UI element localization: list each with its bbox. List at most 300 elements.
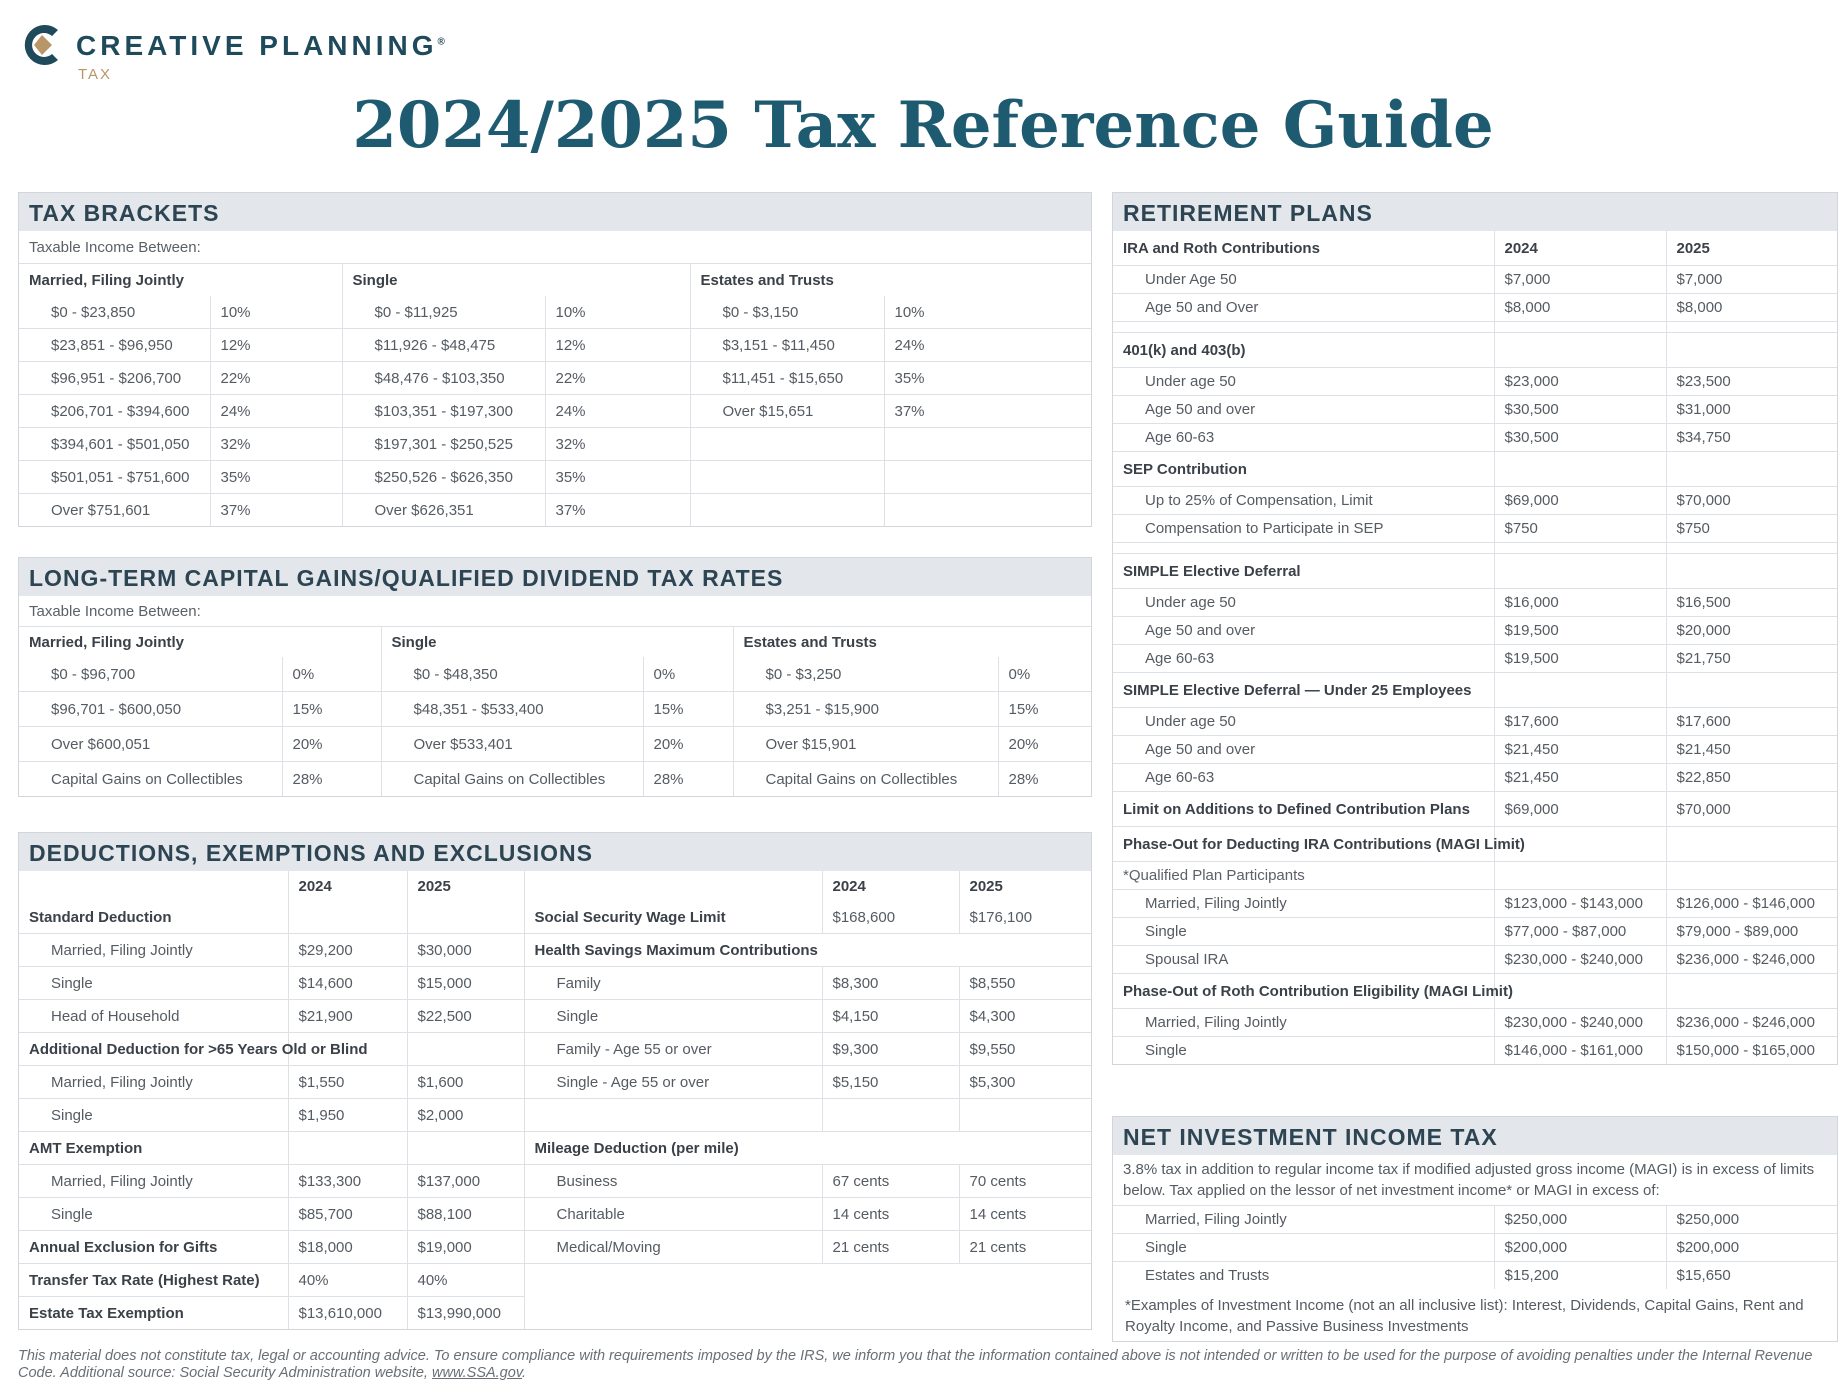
empty-cell bbox=[524, 1297, 1091, 1330]
table-row bbox=[1113, 231, 1837, 266]
table-row bbox=[19, 296, 1091, 329]
table-row bbox=[1113, 708, 1837, 736]
plan-label: SIMPLE Elective Deferral — Under 25 Employees bbox=[1113, 673, 1494, 708]
tax-rate: 10% bbox=[884, 296, 1091, 329]
plan-value bbox=[1666, 673, 1837, 708]
brand-name: CREATIVE PLANNING® bbox=[76, 30, 449, 61]
deduction-value: $85,700 bbox=[288, 1198, 407, 1231]
income-range: $103,351 - $197,300 bbox=[342, 395, 545, 428]
income-range: $0 - $48,350 bbox=[381, 657, 643, 692]
income-range bbox=[690, 494, 884, 527]
plan-value: $8,000 bbox=[1494, 294, 1666, 322]
income-range: $501,051 - $751,600 bbox=[19, 461, 210, 494]
year-header: 2025 bbox=[969, 877, 1003, 895]
deduction-label: Charitable bbox=[524, 1198, 822, 1231]
income-range: $48,476 - $103,350 bbox=[342, 362, 545, 395]
plan-value: $70,000 bbox=[1666, 487, 1837, 515]
spacer-cell bbox=[1666, 543, 1837, 554]
tax-rate bbox=[884, 461, 1091, 494]
plan-label: Single bbox=[1113, 918, 1494, 946]
ssa-link[interactable]: www.SSA.gov bbox=[432, 1365, 522, 1381]
disclaimer: This material does not constitute tax, legal or accounting advice. To ensure compliance with requirements imposed by the IRS, we inform you that the information contained above is not intended or written to be used for the purpose of avoiding penalties under the Internal Revenue Code. Additional source: Social Security Administration website, www.SSA.gov. bbox=[18, 1348, 1813, 1381]
deduction-value bbox=[407, 1132, 524, 1165]
deduction-label: Married, Filing Jointly bbox=[19, 934, 288, 967]
table-row bbox=[19, 934, 1091, 967]
tax-rate: 32% bbox=[545, 428, 690, 461]
deduction-label: Single bbox=[524, 1000, 822, 1033]
table-row bbox=[1113, 1206, 1837, 1234]
deduction-value: $13,990,000 bbox=[407, 1297, 524, 1330]
tax-rate: 22% bbox=[545, 362, 690, 395]
deduction-value bbox=[288, 901, 407, 934]
plan-label: Age 60-63 bbox=[1113, 645, 1494, 673]
taxable-income-label: Taxable Income Between: bbox=[19, 231, 1091, 264]
tax-rate: 10% bbox=[545, 296, 690, 329]
plan-label: Age 60-63 bbox=[1113, 764, 1494, 792]
tax-rate: 35% bbox=[210, 461, 342, 494]
table-row bbox=[1113, 1234, 1837, 1262]
plan-value: $23,500 bbox=[1666, 368, 1837, 396]
deduction-label: Transfer Tax Rate (Highest Rate) bbox=[19, 1264, 288, 1297]
plan-value: $236,000 - $246,000 bbox=[1666, 1009, 1837, 1037]
table-row bbox=[1113, 890, 1837, 918]
plan-value bbox=[1666, 554, 1837, 589]
table-row bbox=[1113, 1262, 1837, 1290]
deduction-label: Additional Deduction for >65 Years Old or Blind bbox=[19, 1033, 288, 1066]
table-row bbox=[1113, 322, 1837, 333]
plan-value bbox=[1494, 974, 1666, 1009]
table-row bbox=[1113, 554, 1837, 589]
table-row bbox=[1113, 792, 1837, 827]
deductions-section bbox=[18, 832, 1092, 1330]
table-row bbox=[1113, 543, 1837, 554]
plan-label: Phase-Out of Roth Contribution Eligibility (MAGI Limit) bbox=[1113, 974, 1494, 1009]
table-row bbox=[19, 494, 1091, 527]
plan-label: Spousal IRA bbox=[1113, 946, 1494, 974]
plan-value: $7,000 bbox=[1494, 266, 1666, 294]
table-row bbox=[19, 1297, 1091, 1330]
table-row bbox=[1113, 487, 1837, 515]
plan-label: *Qualified Plan Participants bbox=[1113, 862, 1494, 890]
tax-rate: 22% bbox=[210, 362, 342, 395]
tax-rate bbox=[884, 494, 1091, 527]
plan-value: $236,000 - $246,000 bbox=[1666, 946, 1837, 974]
table-row bbox=[1113, 617, 1837, 645]
tax-rate: 20% bbox=[643, 727, 733, 762]
deduction-label: Health Savings Maximum Contributions bbox=[524, 934, 1091, 967]
capital-gains-section bbox=[18, 557, 1092, 797]
table-row bbox=[19, 428, 1091, 461]
income-range: $197,301 - $250,525 bbox=[342, 428, 545, 461]
tax-rate: 12% bbox=[545, 329, 690, 362]
deduction-value: $8,300 bbox=[822, 967, 959, 1000]
deduction-label: Family - Age 55 or over bbox=[524, 1033, 822, 1066]
retirement-plans-section bbox=[1112, 192, 1838, 1065]
deduction-value: $176,100 bbox=[959, 901, 1091, 934]
income-range bbox=[690, 461, 884, 494]
plan-label: SEP Contribution bbox=[1113, 452, 1494, 487]
table-row bbox=[1113, 736, 1837, 764]
income-range: $206,701 - $394,600 bbox=[19, 395, 210, 428]
tax-brackets-table bbox=[19, 231, 1091, 526]
income-range: $11,926 - $48,475 bbox=[342, 329, 545, 362]
income-range: Over $600,051 bbox=[19, 727, 282, 762]
table-row bbox=[19, 1000, 1091, 1033]
niit-heading: NET INVESTMENT INCOME TAX bbox=[1113, 1117, 1837, 1155]
plan-value bbox=[1666, 452, 1837, 487]
capital-gains-heading: LONG-TERM CAPITAL GAINS/QUALIFIED DIVIDEND TAX RATES bbox=[19, 558, 1091, 596]
plan-value: $123,000 - $143,000 bbox=[1494, 890, 1666, 918]
page-title: 2024/2025 Tax Reference Guide bbox=[352, 88, 1494, 163]
capital-gains-table bbox=[19, 596, 1091, 796]
income-range bbox=[690, 428, 884, 461]
plan-value: 2025 bbox=[1666, 231, 1837, 266]
plan-value: $150,000 - $165,000 bbox=[1676, 1042, 1815, 1059]
tax-rate: 28% bbox=[643, 762, 733, 797]
column-header: Single bbox=[342, 264, 690, 297]
table-row bbox=[1113, 946, 1837, 974]
plan-value: $23,000 bbox=[1494, 368, 1666, 396]
column-header: Estates and Trusts bbox=[743, 633, 877, 651]
deduction-label: Mileage Deduction (per mile) bbox=[524, 1132, 1091, 1165]
tax-rate: 20% bbox=[998, 727, 1091, 762]
filer-label: Estates and Trusts bbox=[1113, 1262, 1494, 1290]
plan-label: Up to 25% of Compensation, Limit bbox=[1113, 487, 1494, 515]
plan-label: Age 60-63 bbox=[1113, 424, 1494, 452]
year-header: 2025 bbox=[407, 871, 524, 901]
deduction-label: Married, Filing Jointly bbox=[19, 1066, 288, 1099]
deduction-value: $29,200 bbox=[288, 934, 407, 967]
year-header: 2024 bbox=[822, 871, 959, 901]
table-row bbox=[19, 901, 1091, 934]
threshold-value: $15,650 bbox=[1676, 1267, 1731, 1284]
table-row bbox=[1113, 1037, 1837, 1065]
tax-rate: 37% bbox=[884, 395, 1091, 428]
table-row bbox=[19, 727, 1091, 762]
deduction-label: Annual Exclusion for Gifts bbox=[19, 1231, 288, 1264]
plan-label: Under age 50 bbox=[1113, 708, 1494, 736]
deduction-value: $14,600 bbox=[288, 967, 407, 1000]
deduction-value: $1,550 bbox=[288, 1066, 407, 1099]
deduction-value: $18,000 bbox=[288, 1231, 407, 1264]
deduction-value: $1,950 bbox=[288, 1099, 407, 1132]
column-header: Estates and Trusts bbox=[700, 271, 834, 289]
income-range: $48,351 - $533,400 bbox=[381, 692, 643, 727]
threshold-value: $15,200 bbox=[1494, 1262, 1666, 1290]
table-row bbox=[19, 1033, 1091, 1066]
deduction-value: 67 cents bbox=[822, 1165, 959, 1198]
plan-label: SIMPLE Elective Deferral bbox=[1113, 554, 1494, 589]
tax-rate: 0% bbox=[282, 657, 381, 692]
income-range: $96,701 - $600,050 bbox=[19, 692, 282, 727]
deduction-value: $168,600 bbox=[822, 901, 959, 934]
table-row bbox=[1113, 862, 1837, 890]
tax-rate: 15% bbox=[643, 692, 733, 727]
deductions-heading: DEDUCTIONS, EXEMPTIONS AND EXCLUSIONS bbox=[19, 833, 1091, 871]
table-row bbox=[1113, 589, 1837, 617]
empty-cell bbox=[524, 1264, 1091, 1297]
table-row bbox=[19, 1132, 1091, 1165]
filer-label: Married, Filing Jointly bbox=[1113, 1206, 1494, 1234]
deduction-value: 40% bbox=[288, 1264, 407, 1297]
plan-value: $16,000 bbox=[1494, 589, 1666, 617]
plan-value: $16,500 bbox=[1666, 589, 1837, 617]
table-row bbox=[1113, 333, 1837, 368]
plan-value bbox=[1494, 673, 1666, 708]
plan-value bbox=[1494, 452, 1666, 487]
plan-value: $79,000 - $89,000 bbox=[1666, 918, 1837, 946]
income-range: $96,951 - $206,700 bbox=[19, 362, 210, 395]
spacer-cell bbox=[1494, 322, 1666, 333]
deduction-value: $137,000 bbox=[407, 1165, 524, 1198]
deduction-value: $30,000 bbox=[407, 934, 524, 967]
plan-label: Married, Filing Jointly bbox=[1113, 890, 1494, 918]
income-range: $11,451 - $15,650 bbox=[690, 362, 884, 395]
plan-label: Limit on Additions to Defined Contribution Plans bbox=[1113, 792, 1494, 827]
income-range: Over $533,401 bbox=[381, 727, 643, 762]
table-row bbox=[19, 1198, 1091, 1231]
deduction-value bbox=[407, 901, 524, 934]
income-range: Over $15,651 bbox=[690, 395, 884, 428]
threshold-value: $250,000 bbox=[1666, 1206, 1837, 1234]
income-range: Capital Gains on Collectibles bbox=[381, 762, 643, 797]
filer-label: Single bbox=[1113, 1234, 1494, 1262]
deduction-label: Standard Deduction bbox=[19, 901, 288, 934]
table-row bbox=[19, 1165, 1091, 1198]
deduction-value: $9,550 bbox=[959, 1033, 1091, 1066]
plan-value bbox=[1494, 333, 1666, 368]
brand-logo bbox=[20, 20, 460, 86]
income-range: Capital Gains on Collectibles bbox=[19, 762, 282, 797]
plan-value: $30,500 bbox=[1494, 424, 1666, 452]
income-range: $23,851 - $96,950 bbox=[19, 329, 210, 362]
plan-value: $77,000 - $87,000 bbox=[1494, 918, 1666, 946]
deduction-value: $1,600 bbox=[407, 1066, 524, 1099]
deduction-label: Estate Tax Exemption bbox=[19, 1297, 288, 1330]
deduction-value: 14 cents bbox=[959, 1198, 1091, 1231]
deduction-value: 21 cents bbox=[822, 1231, 959, 1264]
table-row bbox=[1113, 974, 1837, 1009]
income-range: $0 - $96,700 bbox=[19, 657, 282, 692]
deduction-value: $21,900 bbox=[288, 1000, 407, 1033]
plan-value: $230,000 - $240,000 bbox=[1494, 1009, 1666, 1037]
table-row bbox=[1113, 918, 1837, 946]
plan-value bbox=[1494, 554, 1666, 589]
tax-rate: 35% bbox=[884, 362, 1091, 395]
plan-value bbox=[1666, 827, 1837, 862]
table-row bbox=[1113, 764, 1837, 792]
table-row bbox=[1113, 827, 1837, 862]
income-range: Over $626,351 bbox=[342, 494, 545, 527]
table-row bbox=[1113, 424, 1837, 452]
deduction-label: AMT Exemption bbox=[19, 1132, 288, 1165]
deduction-value bbox=[407, 1033, 524, 1066]
deduction-value: 14 cents bbox=[822, 1198, 959, 1231]
table-row bbox=[19, 967, 1091, 1000]
deduction-value bbox=[288, 1132, 407, 1165]
column-header: Married, Filing Jointly bbox=[19, 264, 342, 297]
tax-rate: 28% bbox=[1008, 770, 1039, 788]
deduction-label: Medical/Moving bbox=[524, 1231, 822, 1264]
tax-rate: 15% bbox=[998, 692, 1091, 727]
deduction-value: $133,300 bbox=[288, 1165, 407, 1198]
table-row bbox=[1113, 294, 1837, 322]
retirement-plans-table bbox=[1113, 231, 1837, 1064]
spacer-cell bbox=[1666, 322, 1837, 333]
income-range: Over $15,901 bbox=[733, 727, 998, 762]
plan-value: $69,000 bbox=[1494, 792, 1666, 827]
deduction-label: Social Security Wage Limit bbox=[524, 901, 822, 934]
taxable-income-label: Taxable Income Between: bbox=[19, 596, 1091, 627]
deductions-table bbox=[19, 871, 1091, 1329]
plan-value: $7,000 bbox=[1666, 266, 1837, 294]
tax-brackets-section bbox=[18, 192, 1092, 527]
threshold-value: $250,000 bbox=[1494, 1206, 1666, 1234]
deduction-label: Single - Age 55 or over bbox=[524, 1066, 822, 1099]
table-row bbox=[19, 1099, 1091, 1132]
table-row bbox=[1113, 1009, 1837, 1037]
tax-rate: 37% bbox=[545, 494, 690, 527]
plan-label: Age 50 and over bbox=[1113, 396, 1494, 424]
income-range: $0 - $3,250 bbox=[733, 657, 998, 692]
plan-value: $750 bbox=[1666, 515, 1837, 543]
spacer-cell bbox=[1494, 543, 1666, 554]
income-range: $3,251 - $15,900 bbox=[733, 692, 998, 727]
plan-value: $19,500 bbox=[1494, 617, 1666, 645]
niit-description: 3.8% tax in addition to regular income tax if modified adjusted gross income (MAGI) is in excess of limits below. Tax applied on the lessor of net investment income* or MAGI in excess of: bbox=[1113, 1155, 1837, 1206]
deduction-value: $8,550 bbox=[959, 967, 1091, 1000]
deduction-label: Single bbox=[19, 1099, 288, 1132]
niit-table bbox=[1113, 1206, 1837, 1289]
income-range: Capital Gains on Collectibles bbox=[733, 762, 998, 797]
tax-brackets-heading: TAX BRACKETS bbox=[19, 193, 1091, 231]
plan-label: Under age 50 bbox=[1113, 368, 1494, 396]
plan-value: 2024 bbox=[1494, 231, 1666, 266]
income-range: $3,151 - $11,450 bbox=[690, 329, 884, 362]
deduction-value: $13,610,000 bbox=[288, 1297, 407, 1330]
table-row bbox=[1113, 645, 1837, 673]
plan-value: $31,000 bbox=[1666, 396, 1837, 424]
table-row bbox=[1113, 673, 1837, 708]
tax-rate: 32% bbox=[210, 428, 342, 461]
table-row bbox=[19, 762, 1091, 797]
deduction-value bbox=[822, 1099, 959, 1132]
plan-value: $21,750 bbox=[1666, 645, 1837, 673]
deduction-value: $4,300 bbox=[959, 1000, 1091, 1033]
tax-rate: 28% bbox=[282, 762, 381, 797]
plan-label: Compensation to Participate in SEP bbox=[1113, 515, 1494, 543]
deduction-label: Married, Filing Jointly bbox=[19, 1165, 288, 1198]
tax-rate: 20% bbox=[282, 727, 381, 762]
table-row bbox=[19, 329, 1091, 362]
tax-rate: 24% bbox=[210, 395, 342, 428]
deduction-value: $5,300 bbox=[959, 1066, 1091, 1099]
deduction-value bbox=[959, 1099, 1091, 1132]
spacer-cell bbox=[1113, 543, 1494, 554]
income-range: $0 - $23,850 bbox=[19, 296, 210, 329]
plan-value: $30,500 bbox=[1494, 396, 1666, 424]
deduction-value: $15,000 bbox=[407, 967, 524, 1000]
plan-value: $69,000 bbox=[1494, 487, 1666, 515]
deduction-label: Business bbox=[524, 1165, 822, 1198]
income-range: $0 - $11,925 bbox=[342, 296, 545, 329]
tax-rate: 0% bbox=[998, 657, 1091, 692]
plan-value: $21,450 bbox=[1494, 764, 1666, 792]
deduction-label: Single bbox=[19, 967, 288, 1000]
plan-label: Under age 50 bbox=[1113, 589, 1494, 617]
deduction-value: $2,000 bbox=[407, 1099, 524, 1132]
table-row bbox=[19, 395, 1091, 428]
retirement-plans-heading: RETIREMENT PLANS bbox=[1113, 193, 1837, 231]
plan-label: IRA and Roth Contributions bbox=[1113, 231, 1494, 266]
table-row bbox=[1113, 368, 1837, 396]
table-row bbox=[1113, 515, 1837, 543]
plan-label: Age 50 and over bbox=[1113, 736, 1494, 764]
deduction-label: Family bbox=[524, 967, 822, 1000]
deduction-label: Single bbox=[19, 1198, 288, 1231]
niit-section bbox=[1112, 1116, 1838, 1342]
deduction-value: 21 cents bbox=[959, 1231, 1091, 1264]
threshold-value: $200,000 bbox=[1666, 1234, 1837, 1262]
plan-value bbox=[1666, 862, 1837, 890]
table-row bbox=[19, 362, 1091, 395]
deduction-value: $19,000 bbox=[407, 1231, 524, 1264]
plan-value: $21,450 bbox=[1666, 736, 1837, 764]
table-row bbox=[1113, 266, 1837, 294]
plan-value: $230,000 - $240,000 bbox=[1494, 946, 1666, 974]
table-row bbox=[1113, 452, 1837, 487]
creative-planning-logo-icon bbox=[20, 22, 64, 68]
table-row bbox=[19, 461, 1091, 494]
plan-value: $20,000 bbox=[1666, 617, 1837, 645]
brand-sub: TAX bbox=[78, 66, 113, 83]
deduction-value: $9,300 bbox=[822, 1033, 959, 1066]
plan-label: Age 50 and Over bbox=[1113, 294, 1494, 322]
plan-value: $750 bbox=[1494, 515, 1666, 543]
deduction-value: 70 cents bbox=[959, 1165, 1091, 1198]
niit-footnote: *Examples of Investment Income (not an all inclusive list): Interest, Dividends, Capital Gains, Rent and Royalty Income, and Passive Business Investments bbox=[1125, 1297, 1804, 1335]
plan-label: Age 50 and over bbox=[1113, 617, 1494, 645]
plan-label: Under Age 50 bbox=[1113, 266, 1494, 294]
table-row bbox=[1113, 396, 1837, 424]
plan-label: Single bbox=[1113, 1037, 1494, 1065]
plan-value: $17,600 bbox=[1666, 708, 1837, 736]
plan-value: $17,600 bbox=[1494, 708, 1666, 736]
deduction-value: $5,150 bbox=[822, 1066, 959, 1099]
table-row bbox=[19, 1066, 1091, 1099]
table-row bbox=[19, 1231, 1091, 1264]
tax-rate: 35% bbox=[545, 461, 690, 494]
threshold-value: $200,000 bbox=[1494, 1234, 1666, 1262]
tax-rate: 24% bbox=[545, 395, 690, 428]
deduction-value: $22,500 bbox=[407, 1000, 524, 1033]
table-row bbox=[19, 692, 1091, 727]
tax-rate: 0% bbox=[643, 657, 733, 692]
plan-label: 401(k) and 403(b) bbox=[1113, 333, 1494, 368]
tax-rate: 15% bbox=[282, 692, 381, 727]
tax-rate: 24% bbox=[884, 329, 1091, 362]
income-range: $394,601 - $501,050 bbox=[19, 428, 210, 461]
table-row bbox=[19, 1264, 1091, 1297]
tax-rate: 37% bbox=[210, 494, 342, 527]
plan-value bbox=[1666, 974, 1837, 1009]
deduction-label bbox=[524, 1099, 822, 1132]
plan-value bbox=[1494, 862, 1666, 890]
plan-value: $70,000 bbox=[1666, 792, 1837, 827]
plan-label: Phase-Out for Deducting IRA Contributions (MAGI Limit) bbox=[1113, 827, 1494, 862]
tax-rate bbox=[884, 428, 1091, 461]
plan-value: $34,750 bbox=[1666, 424, 1837, 452]
